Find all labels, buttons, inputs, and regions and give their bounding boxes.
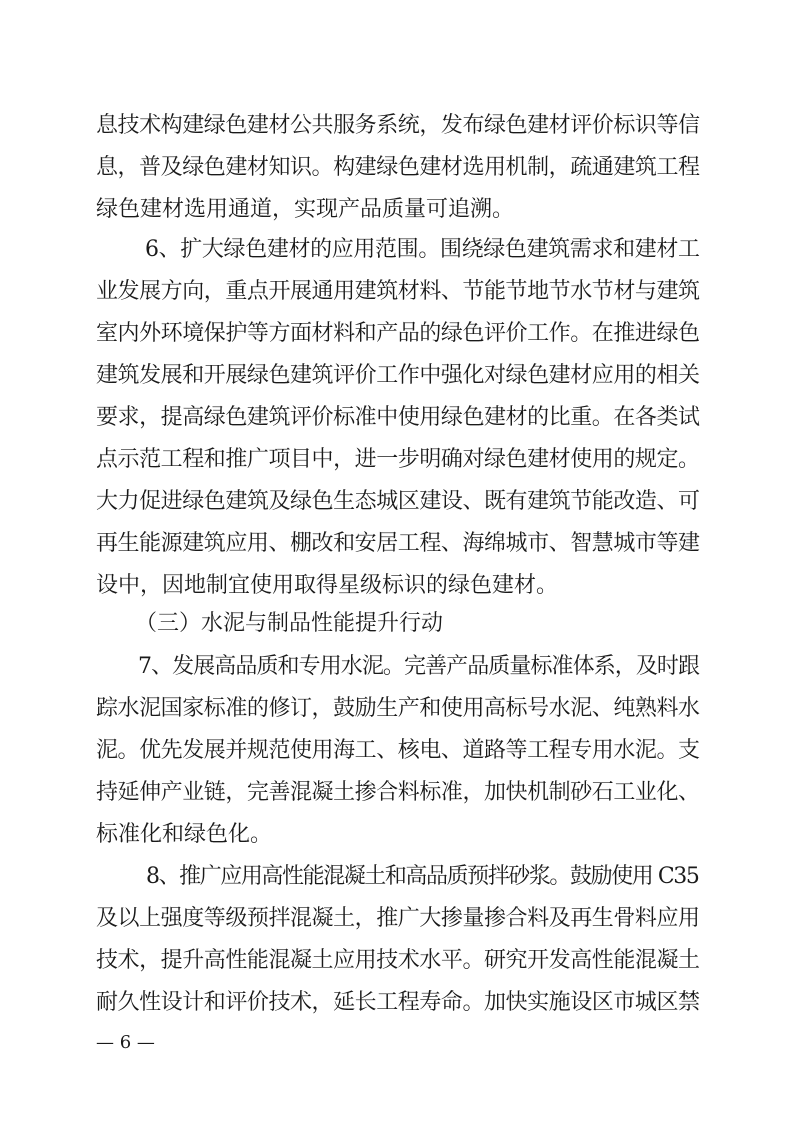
text-line: 息技术构建绿色建材公共服务系统，发布绿色建材评价标识等信 bbox=[96, 113, 700, 138]
text-line: 6、扩大绿色建材的应用范围。围绕绿色建筑需求和建材工 bbox=[145, 237, 700, 262]
page-number: — 6 — bbox=[96, 1032, 155, 1053]
text-line: 耐久性设计和评价技术，延长工程寿命。加快实施设区市城区禁 bbox=[96, 990, 700, 1015]
text-line: 大力促进绿色建筑及绿色生态城区建设、既有建筑节能改造、可 bbox=[96, 489, 700, 514]
text-line: 泥。优先发展并规范使用海工、核电、道路等工程专用水泥。支 bbox=[96, 738, 700, 763]
text-line: 业发展方向，重点开展通用建筑材料、节能节地节水节材与建筑 bbox=[96, 279, 700, 304]
text-line: 息，普及绿色建材知识。构建绿色建材选用机制，疏通建筑工程 bbox=[96, 155, 700, 180]
text-line: 室内外环境保护等方面材料和产品的绿色评价工作。在推进绿色 bbox=[96, 321, 700, 346]
text-line: 再生能源建筑应用、棚改和安居工程、海绵城市、智慧城市等建 bbox=[96, 531, 700, 556]
text-line: 绿色建材选用通道，实现产品质量可追溯。 bbox=[96, 197, 515, 222]
text-line: 点示范工程和推广项目中，进一步明确对绿色建材使用的规定。 bbox=[96, 447, 700, 472]
text-line: 设中，因地制宜使用取得星级标识的绿色建材。 bbox=[96, 573, 559, 598]
text-line: 踪水泥国家标准的修订，鼓励生产和使用高标号水泥、纯熟料水 bbox=[96, 696, 700, 721]
text-line: 建筑发展和开展绿色建筑评价工作中强化对绿色建材应用的相关 bbox=[96, 363, 700, 388]
text-line: 持延伸产业链，完善混凝土掺合料标准，加快机制砂石工业化、 bbox=[96, 780, 700, 805]
text-line: 标准化和绿色化。 bbox=[96, 822, 273, 847]
text-line: （三）水泥与制品性能提升行动 bbox=[135, 611, 444, 636]
text-line: 7、发展高品质和专用水泥。完善产品质量标准体系，及时跟 bbox=[138, 654, 700, 679]
text-line: 要求，提高绿色建筑评价标准中使用绿色建材的比重。在各类试 bbox=[96, 405, 700, 430]
text-line: 技术，提升高性能混凝土应用技术水平。研究开发高性能混凝土 bbox=[96, 948, 700, 973]
text-line: 8、推广应用高性能混凝土和高品质预拌砂浆。鼓励使用 C35 bbox=[146, 864, 699, 889]
text-line: 及以上强度等级预拌混凝土，推广大掺量掺合料及再生骨料应用 bbox=[96, 906, 700, 931]
